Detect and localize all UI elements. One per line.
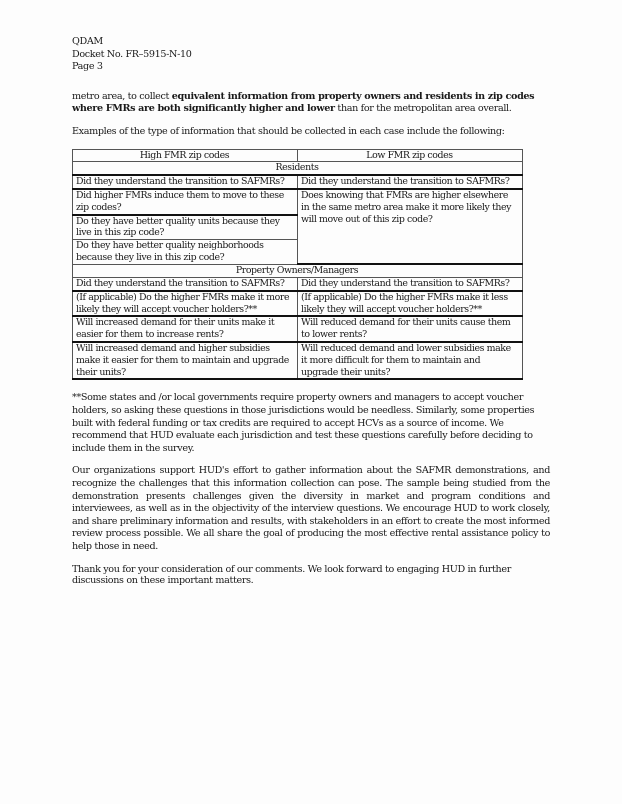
owners-high-question: Did they understand the transition to SAFMRs? bbox=[73, 278, 298, 291]
section-label-owners: Property Owners/Managers bbox=[73, 264, 523, 277]
intro-tail: than for the metropolitan area overall. bbox=[334, 103, 512, 115]
table-row bbox=[73, 291, 523, 317]
letter-header bbox=[72, 36, 550, 74]
owners-high-question: Will increased demand for their units make it easier for them to increase rents? bbox=[73, 316, 298, 342]
intro-lead: metro area, to collect bbox=[72, 90, 172, 102]
table-row bbox=[73, 342, 523, 379]
residents-low-question: Does knowing that FMRs are higher elsewhere in the same metro area make it more likely they will move out of this zip code? bbox=[298, 189, 523, 264]
intro-emphasis: equivalent information from property owners and residents in zip codes where FMRs are both significantly higher and lower bbox=[72, 90, 535, 115]
table-row bbox=[73, 316, 523, 342]
owners-high-question: (If applicable) Do the higher FMRs make it more likely they will accept voucher holders?** bbox=[73, 291, 298, 317]
examples-paragraph: Examples of the type of information that should be collected in each case include the following: bbox=[72, 125, 505, 137]
column-header-high-fmr: High FMR zip codes bbox=[73, 149, 298, 162]
owners-low-question: Will reduced demand and lower subsidies make it more difficult for them to maintain and upgrade their units? bbox=[298, 342, 523, 379]
owners-high-question: Will increased demand and higher subsidies make it easier for them to maintain and upgrade their units? bbox=[73, 342, 298, 379]
support-paragraph: Our organizations support HUD's effort to gather information about the SAFMR demonstrations, and recognize the challenges that this information collection can pose. The sample being studied from the demonstration presents challenges given the diversity in market and program conditions and interviewees, as well as in the objectivity of the interview questions. We encourage HUD to work closely, and share preliminary information and results, with stakeholders in an effort to create the most informed review process possible. We all share the goal of producing the most effective rental assistance policy to help those in need. bbox=[72, 465, 550, 552]
intro-paragraph bbox=[72, 91, 550, 116]
footnote-paragraph: **Some states and /or local governments require property owners and managers to accept voucher holders, so asking these questions in those jurisdictions would be needless. Similarly, some properties built with federal funding or tax credits are required to accept HCVs as a source of income. We recommend that HUD evaluate each jurisdiction and test these questions carefully before deciding to include them in the survey. bbox=[72, 392, 535, 454]
table-row bbox=[73, 278, 523, 291]
owners-low-question: (If applicable) Do the higher FMRs make it less likely they will accept voucher holders?** bbox=[298, 291, 523, 317]
residents-high-question: Do they have better quality neighborhoods because they live in this zip code? bbox=[73, 240, 298, 265]
table-header-row bbox=[73, 149, 523, 162]
header-org: QDAM bbox=[72, 36, 103, 47]
header-docket: Docket No. FR–5915-N-10 bbox=[72, 48, 192, 60]
section-row-residents bbox=[73, 162, 523, 175]
header-page-number: Page 3 bbox=[72, 61, 103, 73]
table-row bbox=[73, 175, 523, 189]
column-header-low-fmr: Low FMR zip codes bbox=[298, 149, 523, 162]
table-row bbox=[73, 189, 523, 215]
residents-high-question: Did higher FMRs induce them to move to these zip codes? bbox=[73, 189, 298, 215]
owners-low-question: Did they understand the transition to SAFMRs? bbox=[298, 278, 523, 291]
owners-low-question: Will reduced demand for their units cause them to lower rents? bbox=[298, 316, 523, 342]
closing-paragraph: Thank you for your consideration of our comments. We look forward to engaging HUD in further discussions on these important matters. bbox=[72, 563, 511, 587]
section-label-residents: Residents bbox=[73, 162, 523, 175]
questions-table bbox=[72, 149, 523, 381]
document-page bbox=[72, 36, 550, 587]
section-row-owners bbox=[73, 264, 523, 277]
residents-high-question: Did they understand the transition to SAFMRs? bbox=[73, 175, 298, 189]
residents-high-question: Do they have better quality units because they live in this zip code? bbox=[73, 215, 298, 240]
residents-low-question: Did they understand the transition to SAFMRs? bbox=[298, 175, 523, 189]
